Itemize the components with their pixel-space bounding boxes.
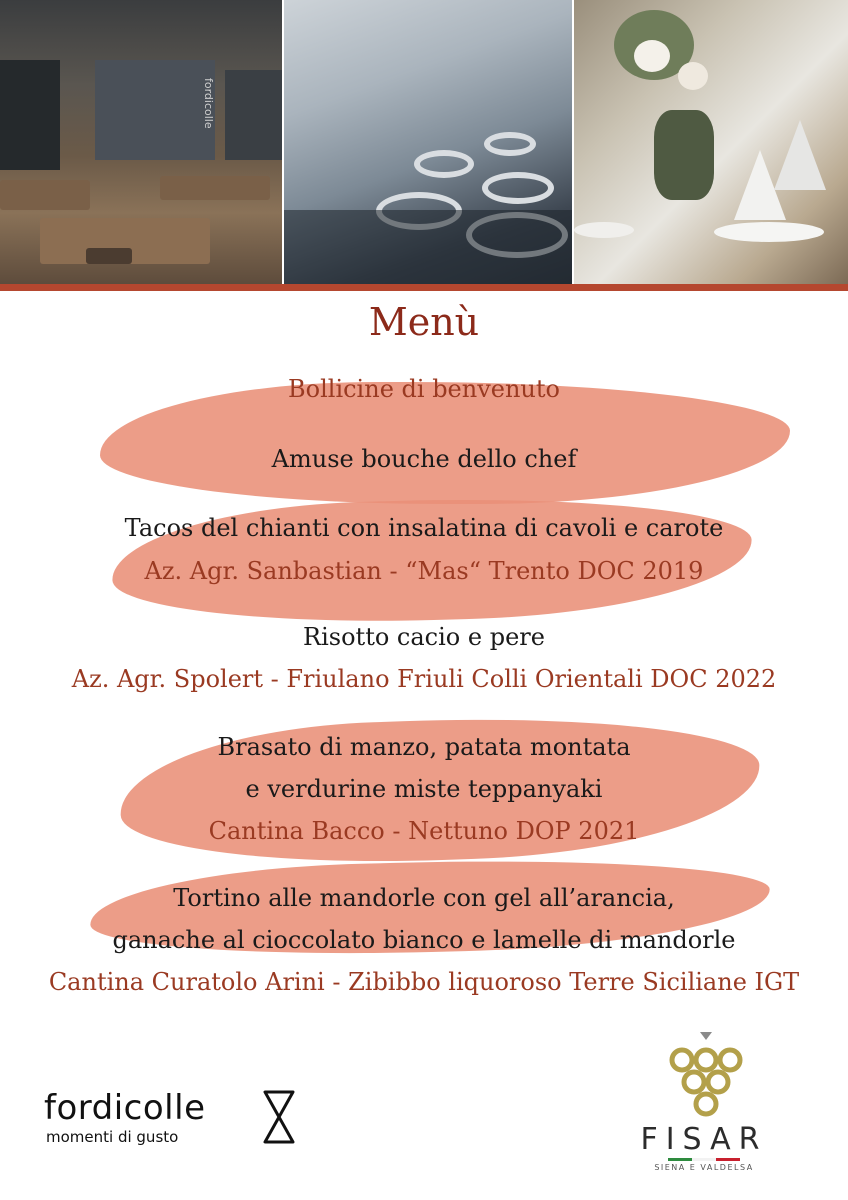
course-2-dish: Risotto cacio e pere: [303, 623, 545, 651]
course-1-dish: Tacos del chianti con insalatina di cavoli e carote: [124, 514, 724, 542]
course-4-dish-line-1: Tortino alle mandorle con gel all’arancia,: [173, 884, 675, 912]
welcome-drink: Bollicine di benvenuto: [288, 375, 560, 403]
header-photo-strip: [0, 0, 848, 284]
fordicolle-name: fordicolle: [44, 1088, 206, 1128]
amuse-bouche: Amuse bouche dello chef: [271, 445, 577, 473]
italian-flag-stripe: [668, 1158, 740, 1161]
menu-title: Menù: [368, 300, 480, 344]
course-1-wine: Az. Agr. Sanbastian - “Mas“ Trento DOC 2019: [144, 557, 704, 585]
header-divider: [0, 284, 848, 291]
course-2-wine: Az. Agr. Spolert - Friulano Friuli Colli Orientali DOC 2022: [71, 665, 777, 693]
course-3-dish-line-2: e verdurine miste teppanyaki: [245, 775, 603, 803]
grapes-icon: [668, 1030, 744, 1130]
course-4-wine: Cantina Curatolo Arini - Zibibbo liquoroso Terre Siciliane IGT: [48, 968, 800, 996]
course-3-wine: Cantina Bacco - Nettuno DOP 2021: [208, 817, 640, 845]
silverware-photo: [282, 0, 575, 284]
fisar-subtitle: SIENA E VALDELSA: [654, 1163, 754, 1172]
fordicolle-tagline: momenti di gusto: [46, 1128, 179, 1146]
course-3-dish-line-1: Brasato di manzo, patata montata: [217, 733, 631, 761]
course-4-dish-line-2: ganache al cioccolato bianco e lamelle di mandorle: [112, 926, 736, 954]
restaurant-interior-photo: [0, 0, 282, 284]
photo-watermark: fordicolle: [202, 78, 215, 129]
hourglass-icon: [262, 1090, 296, 1144]
table-setting-photo: [574, 0, 848, 284]
fisar-name: FISAR: [640, 1122, 768, 1157]
